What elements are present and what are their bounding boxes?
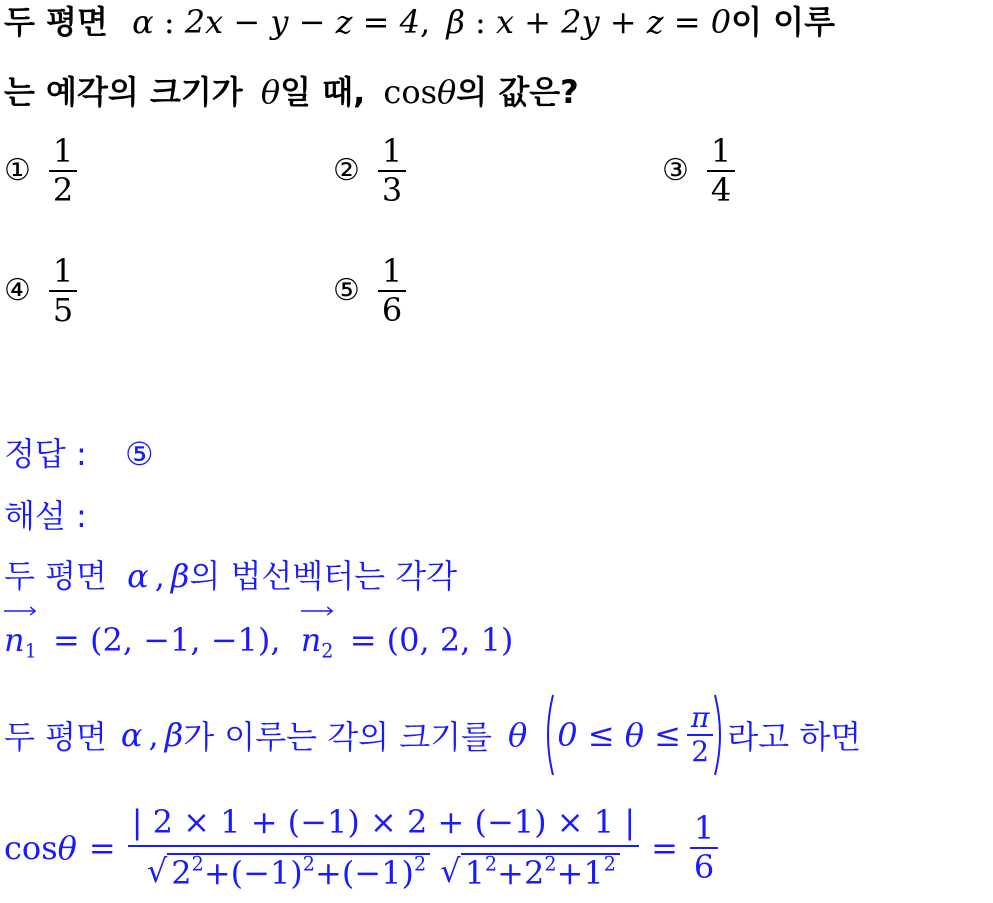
beta-symbol: β bbox=[446, 3, 465, 41]
choice-fraction bbox=[707, 133, 735, 209]
alpha-symbol: α bbox=[127, 557, 149, 595]
explanation-label-line bbox=[4, 496, 87, 536]
normal-vector-n2 bbox=[300, 620, 334, 663]
fraction-numerator: 1 bbox=[52, 252, 74, 290]
fraction-numerator: π bbox=[690, 700, 710, 734]
question-prefix: 두 평면 bbox=[4, 3, 108, 41]
plus: + bbox=[556, 854, 584, 892]
normal-vector-n1 bbox=[4, 620, 37, 663]
sqrt-icon: √ bbox=[146, 852, 168, 890]
cosine-fraction bbox=[128, 804, 639, 892]
theta-symbol: θ bbox=[260, 73, 281, 111]
choice-number: ③ bbox=[662, 153, 689, 189]
theta-symbol: θ bbox=[437, 73, 457, 111]
answer-value: ⑤ bbox=[124, 435, 154, 473]
explanation-label: 해설 : bbox=[4, 497, 87, 535]
plane-alpha-equation: 2x − y − z = 4 bbox=[184, 3, 420, 41]
result-fraction bbox=[690, 810, 718, 886]
exponent: 2 bbox=[484, 852, 498, 876]
cos-function: cos bbox=[383, 73, 438, 111]
colon: : bbox=[464, 3, 496, 41]
choice-5[interactable] bbox=[333, 253, 406, 329]
vector-letter: n bbox=[300, 621, 322, 659]
vector-arrow-icon bbox=[4, 606, 37, 616]
dot-product-numerator: | 2 × 1 + (−1) × 2 + (−1) × 1 | bbox=[131, 803, 636, 842]
explanation-line-3 bbox=[4, 690, 861, 780]
term: 2 bbox=[523, 854, 545, 892]
fraction-denominator: 2 bbox=[691, 735, 710, 768]
choice-number: ④ bbox=[4, 273, 31, 309]
alpha-symbol: α bbox=[132, 3, 154, 41]
equals-sign: = bbox=[651, 829, 678, 867]
left-paren-icon bbox=[541, 693, 555, 777]
fraction-numerator: 1 bbox=[52, 132, 74, 170]
fraction-numerator: 1 bbox=[381, 132, 403, 170]
fraction-numerator: 1 bbox=[381, 252, 403, 290]
fraction-numerator: 1 bbox=[693, 809, 715, 848]
question-suffix: 의 값은? bbox=[456, 73, 579, 111]
exponent: 2 bbox=[544, 852, 557, 876]
theta-range: 0 ≤ θ ≤ bbox=[557, 716, 681, 754]
vector-letter: n bbox=[4, 621, 25, 659]
colon: : bbox=[153, 3, 185, 41]
term: 1 bbox=[464, 854, 485, 892]
magnitude-denominator bbox=[143, 847, 624, 892]
magnitude-n2 bbox=[440, 853, 620, 892]
question-line-2 bbox=[4, 72, 579, 112]
normal-vectors-line bbox=[4, 620, 514, 663]
beta-symbol: β bbox=[164, 716, 184, 754]
beta-symbol: β bbox=[170, 557, 190, 595]
fraction-denominator: 2 bbox=[52, 170, 74, 209]
exponent: 2 bbox=[413, 852, 427, 876]
radicand-n2 bbox=[461, 853, 620, 892]
choice-fraction bbox=[378, 133, 406, 209]
choice-1[interactable] bbox=[4, 133, 77, 209]
vector-arrow-icon bbox=[301, 606, 334, 616]
term: 2 bbox=[171, 854, 192, 892]
question-mid: 일 때, bbox=[280, 73, 366, 111]
question-prefix: 는 예각의 크기가 bbox=[4, 73, 243, 111]
equals-sign: = bbox=[88, 829, 116, 867]
choice-fraction bbox=[49, 253, 77, 329]
explanation-prefix: 두 평면 bbox=[4, 718, 107, 756]
alpha-symbol: α bbox=[120, 716, 143, 754]
exponent: 2 bbox=[302, 852, 315, 876]
right-paren-icon bbox=[713, 693, 727, 777]
radicand-n1 bbox=[167, 853, 430, 892]
fraction-denominator: 6 bbox=[381, 290, 403, 329]
cosine-formula bbox=[4, 800, 718, 896]
plus: + bbox=[203, 854, 231, 892]
question-suffix: 이 이루 bbox=[731, 3, 835, 41]
question-line-1 bbox=[4, 2, 835, 42]
fraction-numerator: 1 bbox=[710, 132, 732, 170]
answer-label: 정답 : bbox=[4, 435, 87, 473]
fraction-denominator: 5 bbox=[52, 290, 74, 329]
cos-function: cos bbox=[4, 829, 58, 867]
fraction-denominator: 6 bbox=[693, 848, 715, 886]
explanation-prefix: 두 평면 bbox=[4, 557, 107, 595]
comma: , bbox=[419, 3, 431, 41]
comma: , bbox=[148, 716, 159, 754]
plus: + bbox=[315, 854, 342, 892]
choice-fraction bbox=[49, 133, 77, 209]
term: 1 bbox=[583, 854, 604, 892]
fraction-denominator: 3 bbox=[381, 170, 403, 209]
choice-3[interactable] bbox=[662, 133, 735, 209]
comma: , bbox=[154, 557, 165, 595]
plane-beta-equation: x + 2y + z = 0 bbox=[495, 3, 732, 41]
normal-vector-n1-value: = (2, −1, −1), bbox=[53, 621, 281, 659]
explanation-suffix: 의 법선벡터는 각각 bbox=[189, 557, 458, 595]
sqrt-icon: √ bbox=[440, 852, 461, 890]
plus: + bbox=[497, 854, 524, 892]
normal-vector-n2-value: = (0, 2, 1) bbox=[349, 621, 514, 659]
explanation-line-1 bbox=[4, 556, 457, 596]
choice-number: ② bbox=[333, 153, 360, 189]
term: (−1) bbox=[341, 854, 414, 892]
theta-symbol: θ bbox=[57, 829, 77, 867]
pi-over-two bbox=[687, 702, 713, 768]
choice-4[interactable] bbox=[4, 253, 77, 329]
vector-subscript: 2 bbox=[321, 639, 334, 663]
choice-fraction bbox=[378, 253, 406, 329]
magnitude-n1 bbox=[147, 853, 430, 892]
explanation-mid: 가 이루는 각의 크기를 bbox=[183, 718, 492, 756]
fraction-denominator: 4 bbox=[710, 170, 732, 209]
choice-number: ⑤ bbox=[333, 273, 360, 309]
term: (−1) bbox=[230, 854, 303, 892]
explanation-suffix: 라고 하면 bbox=[727, 718, 862, 756]
choice-number: ① bbox=[4, 153, 31, 189]
answer-line bbox=[4, 434, 154, 474]
vector-subscript: 1 bbox=[24, 639, 37, 663]
exponent: 2 bbox=[603, 852, 616, 876]
theta-symbol: θ bbox=[507, 716, 528, 754]
exponent: 2 bbox=[191, 852, 204, 876]
choice-2[interactable] bbox=[333, 133, 406, 209]
